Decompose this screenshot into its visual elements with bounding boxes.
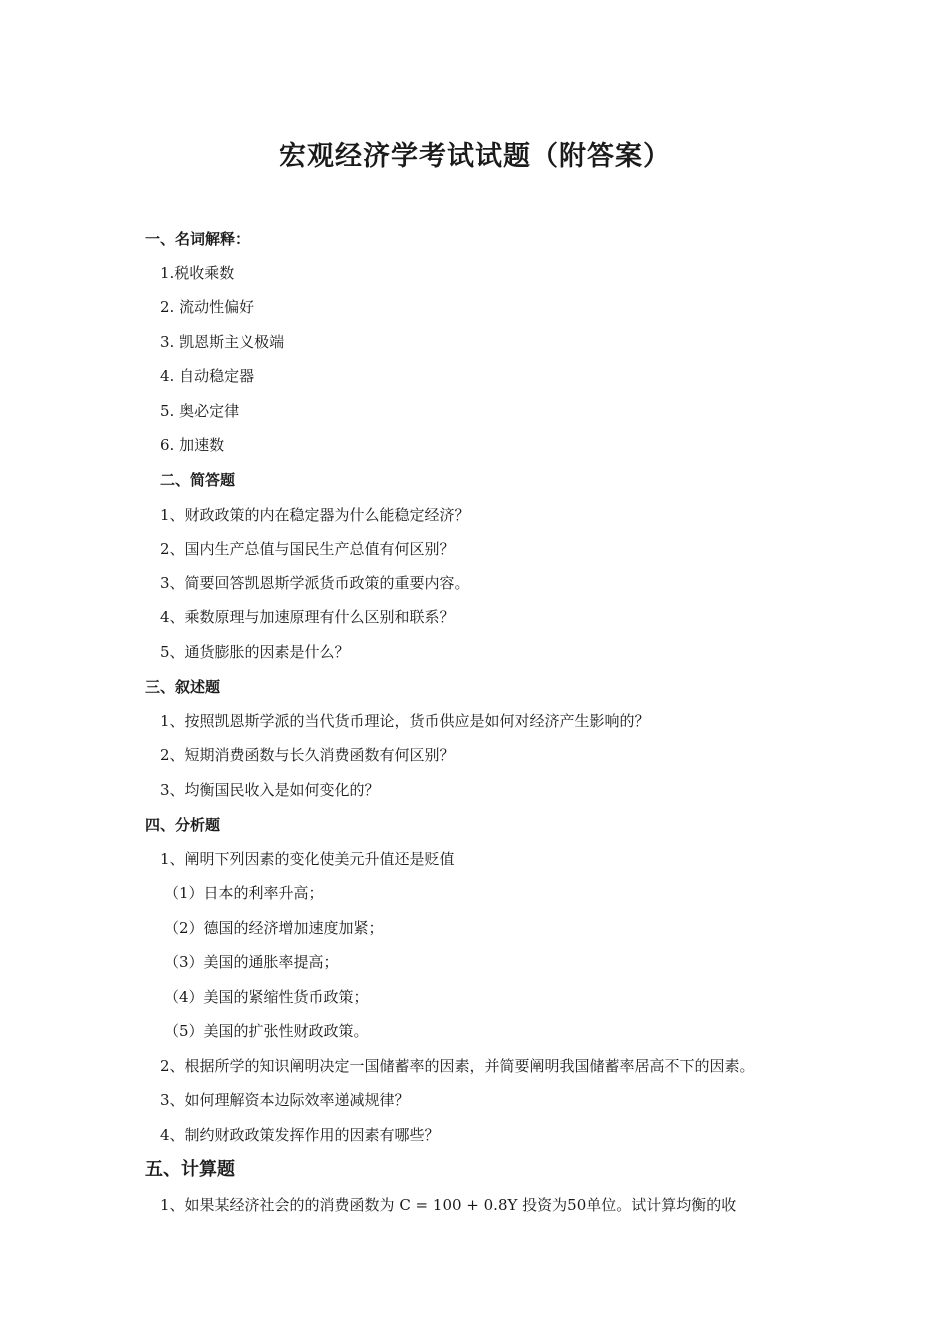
list-item: 6. 加速数 (160, 436, 225, 454)
section-heading-analysis: 四、分析题 (145, 816, 221, 834)
section-heading-calculation: 五、计算题 (145, 1159, 235, 1180)
list-item: 2、根据所学的知识阐明决定一国储蓄率的因素，并简要阐明我国储蓄率居高不下的因素。 (160, 1057, 755, 1075)
list-item: 2、国内生产总值与国民生产总值有何区别？ (160, 540, 455, 558)
list-item: 1.税收乘数 (160, 264, 235, 282)
page-title: 宏观经济学考试试题（附答案） (279, 141, 671, 172)
list-item: 4. 自动稳定器 (160, 367, 255, 385)
list-item: （2）德国的经济增加速度加紧； (164, 919, 384, 937)
list-item: 3、均衡国民收入是如何变化的？ (160, 781, 380, 799)
section-heading-essay: 三、叙述题 (145, 678, 221, 696)
list-item: 3、如何理解资本边际效率递减规律？ (160, 1091, 410, 1109)
list-item: 2、短期消费函数与长久消费函数有何区别？ (160, 746, 455, 764)
section-heading-short-answer: 二、简答题 (160, 471, 236, 489)
list-item: 5. 奥必定律 (160, 402, 240, 420)
list-item: 5、通货膨胀的因素是什么？ (160, 643, 350, 661)
list-item: （3）美国的通胀率提高； (164, 953, 339, 971)
list-item: 3、简要回答凯恩斯学派货币政策的重要内容。 (160, 574, 470, 592)
list-item: 1、阐明下列因素的变化使美元升值还是贬值 (160, 850, 455, 868)
list-item: 4、制约财政政策发挥作用的因素有哪些？ (160, 1126, 440, 1144)
list-item: （1）日本的利率升高； (164, 884, 324, 902)
list-item: 1、如果某经济社会的的消费函数为 C = 100 + 0.8Y 投资为50单位。试计算均衡的收 (160, 1196, 737, 1214)
list-item: （4）美国的紧缩性货币政策； (164, 988, 369, 1006)
list-item: 2. 流动性偏好 (160, 298, 255, 316)
list-item: 1、按照凯恩斯学派的当代货币理论，货币供应是如何对经济产生影响的？ (160, 712, 650, 730)
list-item: 4、乘数原理与加速原理有什么区别和联系？ (160, 608, 455, 626)
section-heading-terms: 一、名词解释： (145, 230, 251, 248)
list-item: 1、财政政策的内在稳定器为什么能稳定经济？ (160, 506, 470, 524)
list-item: （5）美国的扩张性财政政策。 (164, 1022, 369, 1040)
list-item: 3. 凯恩斯主义极端 (160, 333, 285, 351)
